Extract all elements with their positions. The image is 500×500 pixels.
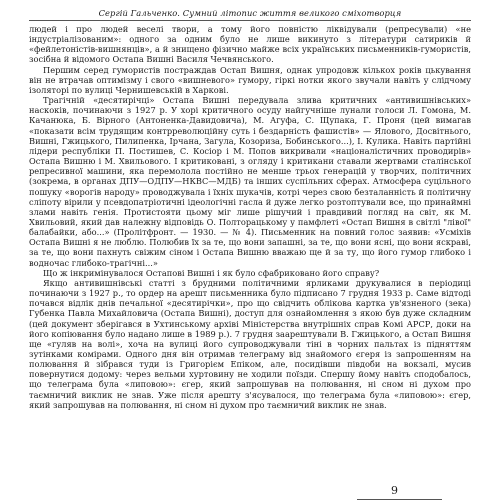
paragraph-question: Що ж інкримінувалося Остапові Вишні і як було сфабриковано його справу? [43, 267, 380, 278]
page-number: 9 [391, 484, 398, 497]
running-header: Сергій Гальченко. Сумний літопис життя великого сміхотворця [29, 8, 471, 21]
paragraph: Першим серед гумористів постраждав Остап Вишня, однак упродовж кількох років цькування він не втрачав оптимізму і свого «вишневого» гумору, гіркі нотки якого звучали навіть у слідчому ізоляторі по вулиці Чернишевській в Харкові. [29, 64, 471, 95]
paragraph: Якщо антивишнівські статті з брудними політичними ярликами друкувалися в періодиці починаючи з 1927 р., то ордер на арешт письменника було підписано 7 грудня 1933 р. Саме відтоді почався відлік днів печальної «десятирічки», про що свідчить облікова картка ув'язненого (зека) Губенка Павла Михайловича (Остапа Вишні), доступ для ознайомлення з якою був дуже складним (цей документ зберігався в Ухтинському архіві Міністерства внутрішніх справ Комі АРСР, доки на його копіювання було надано лише в 1989 р.). 7 грудня заарештували В. Гжицького, а Остап Вишня ще «гуляв на волі», хоча на вулиці його супроводжували тіні в чорних пальтах із підняттям зутінками комірами. Одного дня він отримав телеграму від знайомого єгеря із запрошенням на полювання й зібрався туди із Григорієм Епіком, але, посидівши півдоби на вокзалі, мусив повернутися додому: через вельми хуртовину не ходили поїзди. Спершу йому навіть сподобалось, що телеграма була «липовою»: єгер, який запрошував на полювання, ні сном ні духом про таємничий виклик не знав. Уже після арешту з'ясувалося, що телеграма була «липовою»: єгер, який запрошував на полювання, ні сном ні духом про таємничий виклик не знав. [29, 277, 471, 410]
paragraph: Трагічній «десятирічці» Остапа Вишні передувала злива критичних «антивишнівських» наскоків, починаючи з 1927 р. У хорі критичного осуду найгучніше лунали голоси Л. Гомона, М. Качанюка, Б. Вірного (Антоненка-Давидовича), М. Агуфа, С. Щупака, Г. Проня (цей вимагав «показати всім трудящим контрреволюційну суть і бездарність фашистів» — Ялового, Досвітнього, Вишні, Гжицького, Пилипенка, Ірчана, Загула, Козориза, Бобинського...), І. Кулика. Навіть партійні лідери республіки П. Постишев, С. Косіор і М. Попов викривали «націоналістичних проводирів» Остапа Вишню і М. Хвильового. І критиковані, з огляду і критикани ставали жертвами сталінської репресивної машини, яка перемолола постійно не менше трьох генерацій у творчих, політичних (зокрема, в органах ДПУ—ОДПУ—НКВС—МДБ) та інших суспільних сферах. Атмосфера суцільного пошуку «ворогів народу» проводжувала і їхніх шукачів, котрі через свою безталанність й політичну сліпоту вірили у псевдопатріотичні ідеологічні гасла й дуже легко розтоптували все, що принаймні злами навіть генія. Протистояти цьому міг лише рішучий і правдивий погляд на світ, як М. Хвильовий, який дав належну відповідь О. Полторацькому у памфлеті «Остап Вишня в світлі "лівої" балабайки, або...» (Пролітфронт. — 1930. — № 4). Письменник на повний голос заявив: «Усміхів Остапа Вишні я не люблю. Полюбив їх за те, що вони запашні, за те, що вони ясні, що вони яскраві, за те, що вони пахнуть свіжим сіном і Остапа Вишню вважаю ще й за ту, що його гумор глибоко і водночас глибоко-трагічні...» [29, 95, 471, 268]
body-text [29, 24, 471, 410]
paragraph-continuation: людей і про людей веселі твори, а тому його повністю ліквідували (репресували) «не індустріалізованим»: одного за одним було не лише викинуто з літератури сатириків й «фейлетоністів-вишнянців», а й знищено фізично майже всіх українських письменників-гумористів, зосібна й відомого Остапа Вишні Василя Чечвянського. [29, 24, 471, 65]
